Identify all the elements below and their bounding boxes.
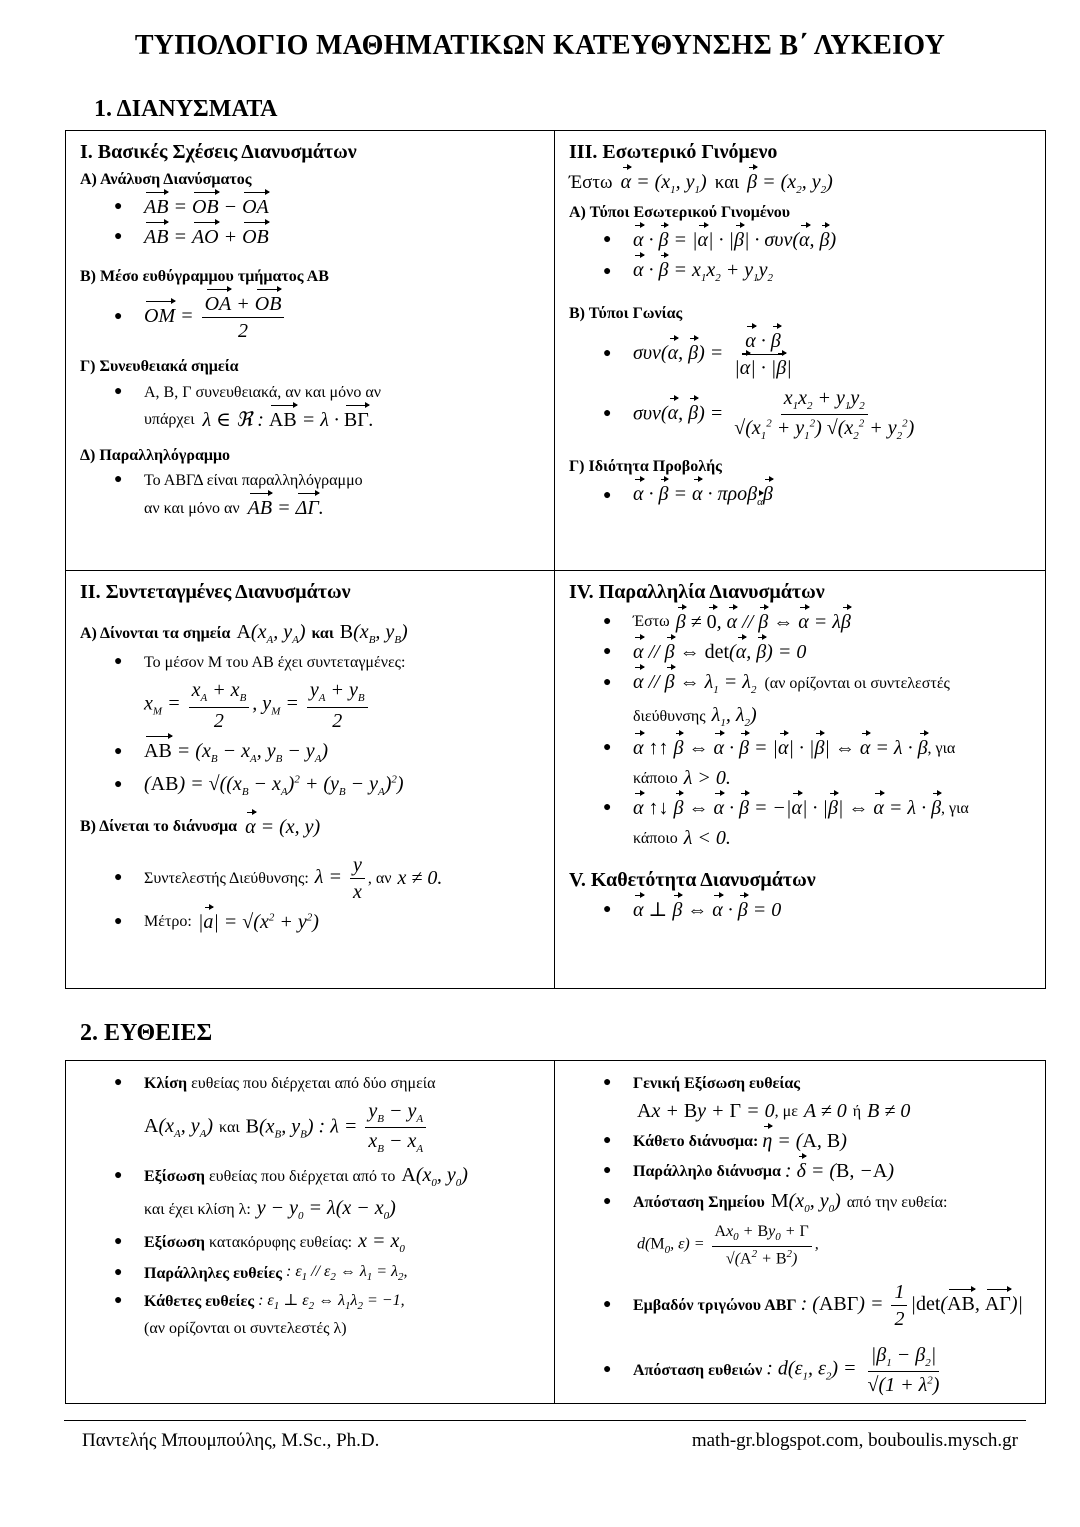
cell-heading: V. Καθετότητα Διανυσμάτων (569, 869, 816, 892)
text: από την ευθεία: (846, 1194, 948, 1212)
text: κατακόρυφης ευθείας: (208, 1233, 353, 1251)
list-item-cont (144, 1196, 545, 1223)
formula: : δ = (B, −A) (784, 1160, 894, 1183)
formula: $|a| = √(x^2 + y^2)$ (197, 910, 319, 933)
list-item: ● Εμβαδόν τριγώνου ΑΒΓ : (ΑΒΓ) = $\frac{1}{2}$ |det(AB, ΑΓ)| (603, 1281, 1024, 1331)
list-item-cont (633, 766, 1039, 790)
text: , με (774, 1102, 798, 1120)
formula: λ > 0. (683, 767, 731, 790)
list-item: ● Κλίση ευθείας που διέρχεται από δύο σημεία (114, 1075, 436, 1092)
distance-formula (637, 1222, 1039, 1268)
cell-basic-relations (80, 140, 545, 526)
subheading: Β) Δίνεται το διάνυσμα (80, 818, 238, 836)
text: Το μέσον Μ του ΑΒ έχει συντεταγμένες: (144, 654, 406, 672)
list-item: ● OM = $\frac{OA + OB}{2}$ (80, 292, 545, 343)
formula: AB = OB − OA (144, 196, 269, 219)
formula: $B(x_B$, $y_B$) : λ = $\frac{y_B - y_A}{x_B - x_A}$ (246, 1099, 429, 1156)
formula: $\alpha = (x_1$, $y_1$) (620, 171, 707, 196)
list-item: ● AB = ($x_B - x_A$, $y_B - y_A$) (114, 739, 329, 765)
text: Κλίση (144, 1075, 188, 1092)
formula: λ < 0. (683, 827, 731, 850)
formula: $B(x_B$, $y_B$) (339, 621, 408, 646)
formula: α · β = α · προβ$_\alpha$β (633, 483, 773, 509)
list-item: ● Το μέσον Μ του ΑΒ έχει συντεταγμένες: (114, 654, 406, 672)
list-item: ● α · β = |α| · |β| · συν(α, β) (603, 229, 837, 252)
list-item: ● Παράλληλο διάνυσμα : δ = (B, −A) (603, 1160, 894, 1183)
formula: $x_M$ = $\frac{x_A + x_B}{2}$ , $y_M$ = $\frac{y_A + y_B}{2}$ (144, 678, 371, 732)
text: Το ΑΒΓΔ είναι παραλληλόγραμμο (144, 471, 363, 489)
subheading: Δ) Παραλληλόγραμμο (80, 446, 231, 464)
formula: $\lambda_1$, $\lambda_2$) (711, 704, 757, 730)
list-item: ● Το ΑΒΓΔ είναι παραλληλόγραμμο (114, 471, 363, 489)
list-item: ● $(AB) = √((x_B - x_A)^2 + (y_B - y_A)^2)$ (114, 772, 404, 798)
formula: $\alpha \cdot \beta = x_1x_2 + y_1y_2$ (633, 259, 773, 285)
formula: λ = $\frac{y}{x}$ (315, 853, 368, 904)
text: Συντελεστής Διεύθυνσης: (144, 869, 309, 887)
text: Απόσταση ευθειών (633, 1361, 763, 1379)
list-item: ● Γενική Εξίσωση ευθείας (603, 1075, 801, 1092)
divider (554, 130, 555, 989)
text: και έχει κλίση λ: (144, 1200, 251, 1218)
section-vectors-title: 1. ΔΙΑΝΥΣΜΑΤΑ (94, 96, 278, 122)
text: , αν (367, 869, 392, 887)
subheading: Β) Τύποι Γωνίας (569, 304, 683, 322)
midpoint-formula (144, 678, 545, 732)
list-item-cont (633, 826, 1039, 850)
list-item: ● Συντελεστής Διεύθυνσης: λ = $\frac{y}{x}$ , αν x ≠ 0. (114, 853, 443, 903)
formula: α = (x, y) (245, 815, 321, 838)
formula: B ≠ 0 (867, 1100, 911, 1123)
text: , για (927, 739, 956, 757)
text: και (714, 172, 740, 194)
text: Μέτρο: (144, 913, 192, 931)
formula: OM = $\frac{OA + OB}{2}$ (144, 292, 287, 343)
formula: $d(M_0$, ε) = $\frac{Ax_0 + By_0 + \Gamma}{√(A^2 + B^2)}$ , (637, 1223, 819, 1268)
text: Εξίσωση (144, 1167, 205, 1185)
list-item-cont (144, 496, 545, 520)
text: Παράλληλο διάνυσμα (633, 1162, 781, 1180)
list-item: ● α ↑↑ β ⇔ α · β = |α| · |β| ⇔ α = λ · β , για (603, 737, 956, 760)
formula: $A(x_A$, $y_A$) (236, 621, 306, 646)
subheading: και (311, 625, 334, 642)
subheading: Γ) Ιδιότητα Προβολής (569, 458, 722, 476)
formula: $\beta = (x_2$, $y_2$) (747, 171, 833, 196)
list-item-cont (144, 1319, 545, 1338)
list-item: ● α ↑↓ β ⇔ α · β = −|α| · |β| ⇔ α = λ · β , για (603, 797, 969, 820)
formula: λ ∈ ℜ : AB = λ · ΒΓ. (202, 408, 374, 431)
text: υπάρχει (144, 411, 195, 429)
formula: Ax + By + Γ = 0 (637, 1100, 775, 1123)
list-item: ● AB = OB − OA (114, 196, 269, 219)
subheading: Α) Τύποι Εσωτερικού Γινομένου (569, 204, 791, 222)
formula: $M(x_0$, $y_0$) (770, 1190, 841, 1216)
text: Εμβαδόν τριγώνου ΑΒΓ (633, 1297, 797, 1315)
formula: συν(α, β) = $\frac{\alpha \cdot \beta}{|\alpha| \cdot |\beta|}$ (633, 329, 792, 379)
formula: $y - y_0 = \lambda(x - x_0)$ (256, 1196, 396, 1222)
list-item: ● α · β = α · προβ$_\alpha$β (603, 483, 773, 509)
text: κάποιο (633, 829, 678, 847)
text: (αν ορίζονται οι συντελεστές (764, 675, 950, 692)
cell-heading: III. Εσωτερικό Γινόμενο (569, 141, 778, 163)
list-item-cont (633, 703, 1039, 730)
list-item: ● α // β ⇔ $\lambda_1 = \lambda_2$ (αν ορίζονται οι συντελεστές (603, 671, 950, 696)
subheading: Α) Ανάλυση Διανύσματος (80, 171, 252, 188)
formula: : (ΑΒΓ) = $\frac{1}{2}$ |det(AB, ΑΓ)| (800, 1281, 1024, 1331)
cell-parallel (569, 580, 1039, 928)
formula: : $d(\varepsilon_1$, $\varepsilon_2$) = $\frac{|\beta_1 - \beta_2|}{√(1 + \lambda^2)}$ (766, 1344, 940, 1397)
text: Κάθετο διάνυσμα: (633, 1132, 759, 1150)
formula: α · β = |α| · |β| · συν(α, β) (633, 229, 837, 252)
cell-inner-product (569, 140, 1039, 516)
list-item: ● Εξίσωση ευθείας που διέρχεται από το $A(x_0$, $y_0$) (114, 1163, 468, 1189)
list-item: ● AB = AO + OB (114, 226, 269, 249)
formula: α ↑↓ β ⇔ α · β = −|α| · |β| ⇔ α = λ · β (633, 797, 942, 820)
list-item: ● Έστω β ≠ 0, α // β ⇔ α = λβ (603, 611, 851, 633)
text: αν και μόνο αν (144, 499, 240, 517)
text: (αν ορίζονται οι συντελεστές λ) (144, 1319, 347, 1337)
list-item: ● α ⊥ β ⇔ α · β = 0 (603, 899, 782, 922)
formula: AB = AO + OB (144, 226, 269, 249)
list-item: ● α // β ⇔ det(α, β) = 0 (603, 641, 807, 663)
page-title: ΤΥΠΟΛΟΓΙΟ ΜΑΘΗΜΑΤΙΚΩΝ ΚΑΤΕΥΘΥΝΣΗΣ Β΄ ΛΥΚΕΙΟΥ (134, 30, 946, 61)
list-item: ● Εξίσωση κατακόρυφης ευθείας: $x = x_0$ (114, 1229, 405, 1255)
formula: A ≠ 0 (803, 1100, 847, 1123)
formula: $A(x_0$, $y_0$) (401, 1163, 468, 1189)
formula: : $\varepsilon_1$ ⊥ $\varepsilon_2$ ⇔ $\lambda_1\lambda_2 = -1$, (258, 1291, 405, 1312)
formula: x ≠ 0. (397, 867, 443, 890)
cell-lines-left (80, 1068, 545, 1344)
text: ευθείας που διέρχεται από το (208, 1167, 396, 1185)
text: Έστω (569, 172, 613, 194)
text: Απόσταση Σημείου (633, 1194, 765, 1212)
subheading: Γ) Συνευθειακά σημεία (80, 358, 239, 376)
formula: β ≠ 0, α // β ⇔ α = λβ (675, 611, 851, 633)
formula: $A(x_A$, $y_A$) (144, 1115, 214, 1141)
formula: AB = ΔΓ. (247, 497, 324, 520)
cell-lines-right (569, 1068, 1039, 1403)
formula: η = (A, B) (762, 1130, 847, 1153)
list-item: ● Απόσταση Σημείου $M(x_0$, $y_0$) από την ευθεία: (603, 1190, 948, 1216)
given-vector (80, 815, 545, 839)
formula: α ⊥ β ⇔ α · β = 0 (633, 899, 782, 922)
text: ευθείας που διέρχεται από δύο σημεία (191, 1075, 436, 1092)
list-item: ● Α, Β, Γ συνευθειακά, αν και μόνο αν (114, 383, 381, 401)
cell-coordinates (80, 580, 545, 940)
section-lines-title: 2. ΕΥΘΕΙΕΣ (80, 1020, 213, 1046)
formula: συν(α, β) = $\frac{x_1x_2 + y_1y_2}{√(x_1^2 + y_1^2) √(x_2^2 + y_2^2)}$ (633, 386, 915, 442)
footer-rule (64, 1420, 1026, 1421)
list-item: ● Κάθετες ευθείες : $\varepsilon_1$ ⊥ $\varepsilon_2$ ⇔ $\lambda_1\lambda_2 = -1$, (114, 1291, 405, 1312)
list-item: ● συν(α, β) = $\frac{x_1x_2 + y_1y_2}{√(x_1^2 + y_1^2) √(x_2^2 + y_2^2)}$ (569, 386, 1039, 443)
formula: AB = ($x_B - x_A$, $y_B - y_A$) (144, 739, 329, 765)
list-item: ● Κάθετο διάνυσμα: η = (A, B) (603, 1130, 847, 1153)
list-item: ● Μέτρο: $|a| = √(x^2 + y^2)$ (114, 910, 319, 933)
subheading: Α) Δίνονται τα σημεία (80, 625, 231, 642)
cell-heading: IV. Παραλληλία Διανυσμάτων (569, 581, 825, 603)
text: Έστω (633, 613, 670, 631)
text: Παράλληλες ευθείες (144, 1264, 282, 1282)
divider (65, 570, 1046, 571)
text: Κάθετες ευθείες (144, 1293, 255, 1311)
text: Γενική Εξίσωση ευθείας (633, 1075, 801, 1092)
slope-formula (144, 1099, 545, 1156)
footer-author: Παντελής Μπουμπούλης, M.Sc., Ph.D. (82, 1430, 380, 1451)
formula: $(AB) = √((x_B - x_A)^2 + (y_B - y_A)^2)$ (144, 772, 404, 798)
cell-heading: I. Βασικές Σχέσεις Διανυσμάτων (80, 141, 357, 163)
cell-heading: II. Συντεταγμένες Διανυσμάτων (80, 581, 351, 603)
list-item-cont (144, 408, 545, 432)
text: διεύθυνσης (633, 708, 706, 726)
text: Α, Β, Γ συνευθειακά, αν και μόνο αν (144, 383, 381, 401)
formula: $x = x_0$ (358, 1229, 405, 1255)
list-item: ● Απόσταση ευθειών : $d(\varepsilon_1$, $\varepsilon_2$) = $\frac{|\beta_1 - \beta_2|}{√(1 + \lambda^2)}$ (569, 1343, 1039, 1397)
given-points (80, 620, 545, 647)
text: ή (852, 1102, 862, 1120)
formula: α // β ⇔ $\lambda_1 = \lambda_2$ (633, 671, 757, 696)
definition (569, 170, 1039, 197)
formula: : $\varepsilon_1 // \varepsilon_2$ ⇔ $\lambda_1 = \lambda_2$, (286, 1263, 408, 1284)
subheading: Β) Μέσο ευθύγραμμου τμήματος ΑΒ (80, 268, 329, 286)
list-item: ● $\alpha \cdot \beta = x_1x_2 + y_1y_2$ (603, 259, 773, 285)
general-eq (637, 1099, 1039, 1123)
list-item: ● Παράλληλες ευθείες : $\varepsilon_1 // \varepsilon_2$ ⇔ $\lambda_1 = \lambda_2$, (114, 1263, 408, 1284)
text: κάποιο (633, 769, 678, 787)
list-item: ● συν(α, β) = $\frac{\alpha \cdot \beta}{|\alpha| \cdot |\beta|}$ (569, 329, 1039, 380)
footer-sites[interactable]: math-gr.blogspot.com, bouboulis.mysch.gr (691, 1430, 1018, 1451)
text: , για (941, 799, 969, 817)
divider (554, 1060, 555, 1404)
text: και (219, 1119, 240, 1137)
text: Εξίσωση (144, 1233, 205, 1251)
formula: α ↑↑ β ⇔ α · β = |α| · |β| ⇔ α = λ · β (633, 737, 928, 760)
formula: α // β ⇔ det(α, β) = 0 (633, 641, 807, 663)
